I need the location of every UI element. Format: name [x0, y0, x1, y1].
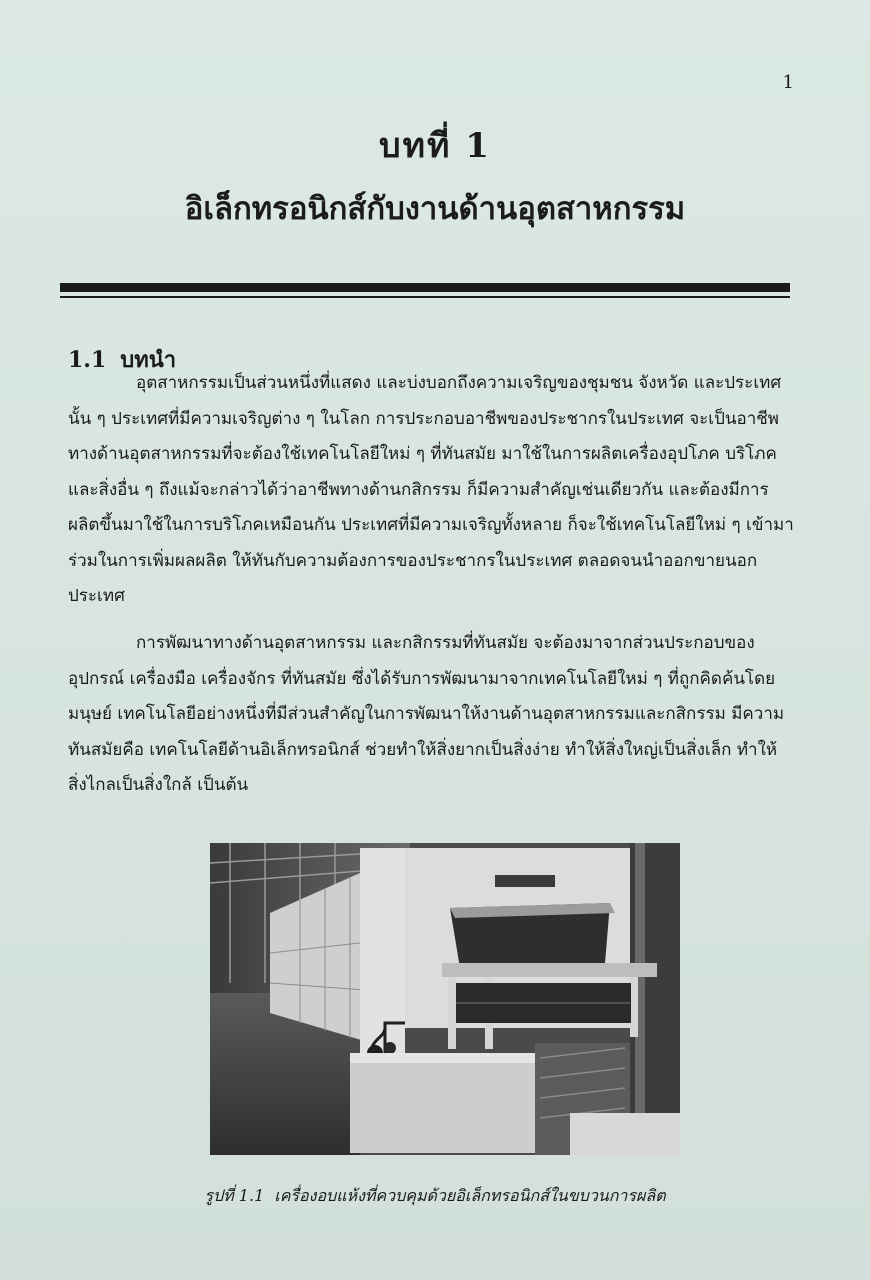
- paragraph-line: ทันสมัยคือ เทคโนโลยีด้านอิเล็กทรอนิกส์ ช่วยทำให้สิ่งยากเป็นสิ่งง่าย ทำให้สิ่งใหญ่เป็นสิ่งเล็ก ทำให้: [68, 739, 778, 760]
- paragraph-line: ผลิตขึ้นมาใช้ในการบริโภคเหมือนกัน ประเทศที่มีความเจริญทั้งหลาย ก็จะใช้เทคโนโลยีใหม่ ๆ เข้ามา: [68, 515, 794, 535]
- section-title: บทนำ: [120, 347, 177, 373]
- paragraph-line: ประเทศ: [68, 586, 125, 606]
- paragraph-line: มนุษย์ เทคโนโลยีอย่างหนึ่งที่มีส่วนสำคัญในการพัฒนาให้งานด้านอุตสาหกรรมและกสิกรรม มีความ: [68, 704, 785, 724]
- paragraph-development: [68, 626, 806, 804]
- figure-number: รูปที่ 1.1: [204, 1186, 265, 1205]
- paragraph-line: การพัฒนาทางด้านอุตสาหกรรม และกสิกรรมที่ทันสมัย จะต้องมาจากส่วนประกอบของ: [136, 633, 755, 653]
- paragraph-line: ทางด้านอุตสาหกรรมที่จะต้องใช้เทคโนโลยีใหม่ ๆ ที่ทันสมัย มาใช้ในการผลิตเครื่องอุปโภค บริโภค: [68, 444, 777, 464]
- title-rule-thick: [60, 283, 790, 292]
- page-number: 1: [782, 72, 794, 93]
- paragraph-line: และสิ่งอื่น ๆ ถึงแม้จะกล่าวได้ว่าอาชีพทางด้านกสิกรรม ก็มีความสำคัญเช่นเดียวกัน และต้องมีการ: [68, 479, 769, 500]
- figure-caption: [0, 1184, 870, 1209]
- title-rule-thin: [60, 296, 790, 298]
- paragraph-line: ร่วมในการเพิ่มผลผลิต ให้ทันกับความต้องการของประชากรในประเทศ ตลอดจนนำออกขายนอก: [68, 550, 758, 571]
- section-number: 1.1: [68, 347, 107, 373]
- paragraph-line: นั้น ๆ ประเทศที่มีความเจริญต่าง ๆ ในโลก การประกอบอาชีพของประชากรในประเทศ จะเป็นอาชีพ: [68, 408, 780, 429]
- figure-caption-text: เครื่องอบแห้งที่ควบคุมด้วยอิเล็กทรอนิกส์ในขบวนการผลิต: [274, 1186, 666, 1205]
- dryer-machine-illustration: [210, 843, 680, 1155]
- paragraph-line: สิ่งไกลเป็นสิ่งใกล้ เป็นต้น: [68, 775, 249, 795]
- dryer-machine-photo: [210, 843, 680, 1155]
- paragraph-line: อุปกรณ์ เครื่องมือ เครื่องจักร ที่ทันสมัย ซึ่งได้รับการพัฒนามาจากเทคโนโลยีใหม่ ๆ ที่ถูกคิดค้นโดย: [68, 668, 776, 689]
- chapter-label: บทที่ 1: [379, 126, 491, 166]
- paragraph-intro: [68, 366, 806, 615]
- paragraph-line: อุตสาหกรรมเป็นส่วนหนึ่งที่แสดง และบ่งบอกถึงความเจริญของชุมชน จังหวัด และประเทศ: [136, 373, 782, 393]
- chapter-title: อิเล็กทรอนิกส์กับงานด้านอุตสาหกรรม: [184, 191, 686, 227]
